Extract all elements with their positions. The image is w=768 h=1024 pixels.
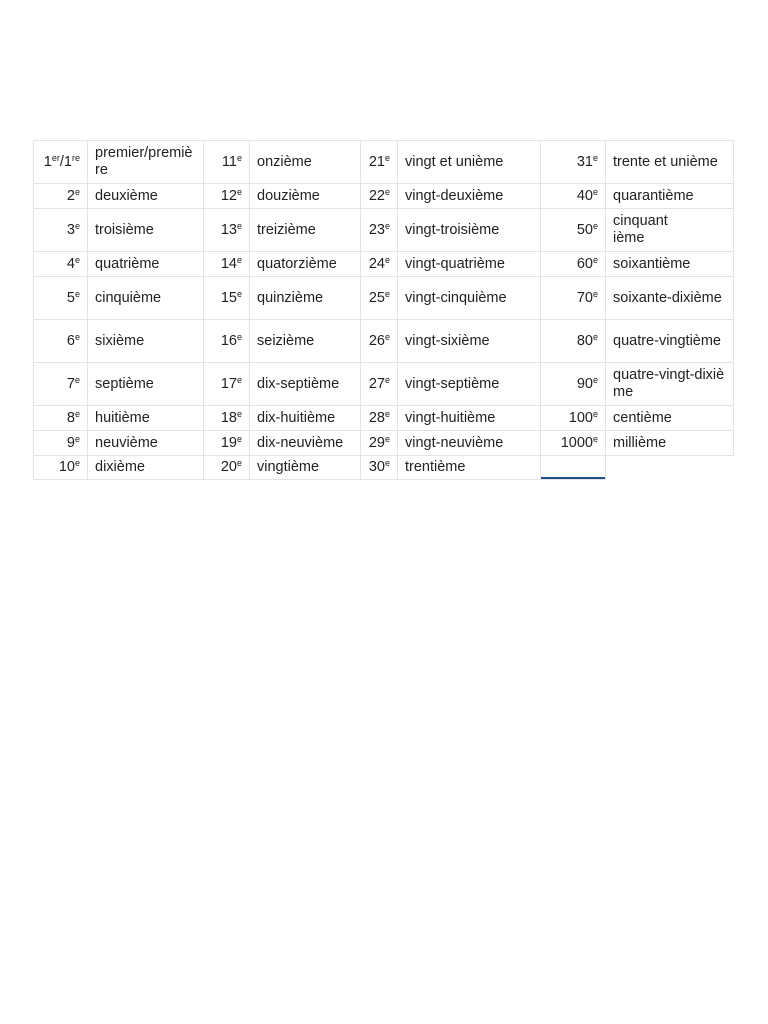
ordinal-number-cell[interactable]	[34, 277, 88, 320]
ordinal-number-cell[interactable]	[361, 320, 398, 363]
ordinal-suffix: e	[74, 220, 80, 231]
ordinal-suffix: e	[74, 408, 80, 419]
ordinal-number: 22	[368, 187, 385, 204]
ordinal-word-cell[interactable]	[88, 320, 204, 363]
ordinal-number-cell[interactable]	[541, 184, 606, 209]
ordinal-suffix: e	[384, 152, 390, 163]
ordinal-word: centième	[613, 409, 672, 426]
ordinal-suffix: e	[236, 408, 242, 419]
table-row	[34, 184, 734, 209]
ordinal-word-cell[interactable]	[606, 277, 734, 320]
ordinal-word-cell[interactable]	[606, 184, 734, 209]
ordinal-word: premier/première	[95, 145, 193, 178]
ordinal-suffix: e	[592, 433, 598, 444]
ordinal-suffix: e	[384, 374, 390, 385]
ordinal-number-cell[interactable]	[541, 406, 606, 431]
ordinal-word: deuxième	[95, 187, 158, 204]
ordinal-number-cell[interactable]	[361, 252, 398, 277]
ordinal-word: quatrième	[95, 255, 160, 272]
ordinal-number: 90	[576, 375, 593, 392]
ordinal-word-cell[interactable]	[88, 456, 204, 480]
ordinal-word: dix-neuvième	[257, 434, 344, 451]
ordinal-word: soixante-dixième	[613, 289, 722, 306]
ordinal-number-cell[interactable]	[204, 141, 250, 184]
ordinal-number: 70	[576, 289, 593, 306]
ordinal-word: quatorzième	[257, 255, 337, 272]
ordinal-word: quatre-vingtième	[613, 332, 721, 349]
ordinal-word-cell[interactable]	[88, 431, 204, 456]
ordinal-number-cell[interactable]	[541, 252, 606, 277]
ordinals-table	[33, 140, 734, 480]
ordinal-suffix: e	[74, 331, 80, 342]
ordinal-word-cell[interactable]	[250, 431, 361, 456]
table-row	[34, 363, 734, 406]
ordinal-number: 13	[220, 221, 237, 238]
ordinal-word: dix-septième	[257, 375, 340, 392]
ordinal-suffix: e	[592, 186, 598, 197]
ordinal-word: vingt-sixième	[405, 332, 490, 349]
ordinal-word: huitième	[95, 409, 150, 426]
ordinal-number-cell[interactable]	[34, 456, 88, 480]
ordinal-number: 7	[66, 375, 75, 392]
ordinal-suffix: e	[384, 186, 390, 197]
ordinal-number-cell[interactable]	[361, 431, 398, 456]
ordinal-number-cell[interactable]	[34, 252, 88, 277]
ordinal-number-cell[interactable]	[204, 431, 250, 456]
ordinal-word: vingt-huitième	[405, 409, 496, 426]
ordinal-number: 20	[220, 459, 237, 475]
ordinal-number-cell[interactable]	[541, 141, 606, 184]
ordinal-suffix: e	[592, 152, 598, 163]
ordinal-word: vingt-quatrième	[405, 255, 505, 272]
ordinal-number: 31	[576, 153, 593, 170]
ordinal-suffix: e	[236, 331, 242, 342]
ordinal-number-cell[interactable]	[361, 209, 398, 252]
ordinal-word-cell[interactable]	[88, 406, 204, 431]
ordinal-word-cell[interactable]	[398, 141, 541, 184]
ordinal-word: septième	[95, 375, 154, 392]
ordinal-word: cinquième	[95, 289, 162, 306]
ordinal-suffix: e	[592, 288, 598, 299]
ordinal-word-cell[interactable]	[250, 406, 361, 431]
ordinal-suffix: e	[592, 254, 598, 265]
ordinal-word-cell[interactable]	[398, 277, 541, 320]
ordinal-word-cell[interactable]	[398, 252, 541, 277]
selected-empty-cell[interactable]	[541, 456, 606, 480]
ordinal-number-cell[interactable]	[361, 456, 398, 480]
ordinal-suffix: e	[384, 331, 390, 342]
ordinal-separator: /	[59, 153, 64, 170]
ordinal-number: 28	[368, 409, 385, 426]
ordinal-word: cinquantième	[613, 213, 668, 246]
ordinal-word-cell[interactable]	[88, 252, 204, 277]
ordinal-word-cell[interactable]	[88, 184, 204, 209]
ordinal-number-cell[interactable]	[34, 209, 88, 252]
ordinal-number: 4	[66, 255, 75, 272]
ordinal-number: 15	[220, 289, 237, 306]
ordinal-suffix: e	[236, 254, 242, 265]
ordinal-number-cell[interactable]	[204, 184, 250, 209]
ordinal-number-cell[interactable]	[361, 277, 398, 320]
ordinal-word-cell[interactable]	[606, 320, 734, 363]
ordinal-word: neuvième	[95, 434, 158, 451]
ordinal-number-cell[interactable]	[34, 141, 88, 184]
ordinal-word-cell[interactable]	[398, 363, 541, 406]
ordinal-number-cell[interactable]	[541, 209, 606, 252]
table-row	[34, 209, 734, 252]
table-row	[34, 406, 734, 431]
ordinal-number: 17	[220, 375, 237, 392]
ordinal-number: 1000	[560, 434, 593, 451]
ordinal-suffix: er	[51, 152, 60, 163]
ordinal-number: 1	[43, 153, 52, 170]
ordinal-word-cell[interactable]	[398, 431, 541, 456]
ordinal-word-cell[interactable]	[398, 406, 541, 431]
ordinal-word-cell[interactable]	[88, 141, 204, 184]
ordinal-number: 19	[220, 434, 237, 451]
ordinal-word: vingtième	[257, 459, 320, 475]
ordinal-word-cell[interactable]	[606, 252, 734, 277]
ordinal-number: 80	[576, 332, 593, 349]
ordinal-number-cell[interactable]	[204, 363, 250, 406]
ordinal-number: 11	[221, 153, 237, 170]
ordinal-number: 9	[66, 434, 75, 451]
ordinal-number: 3	[66, 221, 75, 238]
ordinal-word-cell[interactable]	[606, 431, 734, 456]
ordinal-word: sixième	[95, 332, 145, 349]
ordinal-suffix: e	[592, 220, 598, 231]
ordinal-number-cell[interactable]	[204, 320, 250, 363]
ordinal-suffix: e	[592, 408, 598, 419]
ordinal-number: 50	[576, 221, 593, 238]
ordinal-suffix: e	[236, 220, 242, 231]
ordinal-number: 8	[66, 409, 75, 426]
ordinal-number-cell[interactable]	[204, 252, 250, 277]
ordinal-word-cell[interactable]	[606, 363, 734, 406]
ordinal-word-cell[interactable]	[398, 184, 541, 209]
ordinal-number: 60	[576, 255, 593, 272]
ordinal-number: 16	[220, 332, 237, 349]
ordinal-suffix: e	[592, 331, 598, 342]
ordinal-number-cell[interactable]	[204, 277, 250, 320]
ordinal-number: 40	[576, 187, 593, 204]
ordinal-number: 100	[568, 409, 593, 426]
ordinal-number-cell[interactable]	[541, 320, 606, 363]
ordinal-suffix: e	[592, 374, 598, 385]
ordinal-number: 2	[66, 187, 75, 204]
ordinal-word-cell[interactable]	[250, 252, 361, 277]
ordinal-suffix: e	[236, 458, 242, 468]
ordinal-suffix: e	[74, 458, 80, 468]
ordinal-word-cell[interactable]	[398, 320, 541, 363]
ordinal-suffix: e	[236, 288, 242, 299]
table-row	[34, 320, 734, 363]
ordinal-word: douzième	[257, 187, 320, 204]
ordinal-number: 26	[368, 332, 385, 349]
ordinal-suffix: e	[74, 374, 80, 385]
ordinal-word: quinzième	[257, 289, 324, 306]
ordinal-number-cell[interactable]	[361, 184, 398, 209]
ordinal-word-cell[interactable]	[398, 456, 541, 480]
ordinal-suffix: e	[74, 254, 80, 265]
ordinal-number-cell[interactable]	[204, 209, 250, 252]
ordinal-suffix: e	[384, 288, 390, 299]
ordinal-number-cell[interactable]	[541, 363, 606, 406]
empty-cell[interactable]	[606, 456, 734, 480]
ordinal-word-cell[interactable]	[606, 406, 734, 431]
ordinal-number-feminine: 1	[63, 153, 72, 170]
ordinal-word-cell[interactable]	[250, 277, 361, 320]
ordinal-number-cell[interactable]	[361, 406, 398, 431]
ordinal-word-cell[interactable]	[88, 209, 204, 252]
ordinal-word: vingt et unième	[405, 153, 504, 170]
cell-selection-indicator	[541, 456, 606, 480]
ordinal-word: dixième	[95, 459, 145, 475]
ordinal-word: trentième	[405, 459, 466, 475]
ordinal-suffix: e	[236, 186, 242, 197]
ordinal-word: trente et unième	[613, 153, 718, 170]
ordinal-number: 10	[58, 459, 75, 475]
ordinal-number-cell[interactable]	[541, 431, 606, 456]
table-row	[34, 252, 734, 277]
ordinal-number: 25	[368, 289, 385, 306]
table-row	[34, 456, 734, 480]
ordinal-word: vingt-septième	[405, 375, 500, 392]
ordinal-word-cell[interactable]	[606, 141, 734, 184]
ordinal-suffix: e	[236, 433, 242, 444]
ordinal-suffix: e	[74, 433, 80, 444]
ordinal-number: 29	[368, 434, 385, 451]
ordinal-suffix: e	[384, 254, 390, 265]
table-body	[34, 141, 734, 480]
ordinal-number-cell[interactable]	[34, 406, 88, 431]
ordinal-word: troisième	[95, 221, 154, 238]
table-row	[34, 431, 734, 456]
ordinal-suffix-feminine: re	[71, 152, 80, 163]
ordinal-suffix: e	[74, 288, 80, 299]
ordinal-suffix: e	[74, 186, 80, 197]
ordinal-word: vingt-deuxième	[405, 187, 504, 204]
table-row	[34, 277, 734, 320]
ordinal-word-cell[interactable]	[250, 456, 361, 480]
ordinal-word: millième	[613, 434, 667, 451]
ordinal-word-cell[interactable]	[250, 209, 361, 252]
table-row	[34, 141, 734, 184]
ordinal-number: 5	[66, 289, 75, 306]
ordinal-number: 14	[220, 255, 237, 272]
ordinal-number-cell[interactable]	[204, 456, 250, 480]
ordinal-number-cell[interactable]	[204, 406, 250, 431]
ordinal-word: seizième	[257, 332, 315, 349]
ordinal-word-cell[interactable]	[250, 141, 361, 184]
ordinal-number: 12	[220, 187, 237, 204]
ordinal-number-cell[interactable]	[34, 431, 88, 456]
ordinal-word: soixantième	[613, 255, 691, 272]
ordinal-word: treizième	[257, 221, 316, 238]
ordinal-number: 21	[368, 153, 385, 170]
ordinal-word-cell[interactable]	[398, 209, 541, 252]
ordinal-number-cell[interactable]	[361, 141, 398, 184]
ordinal-suffix: e	[384, 220, 390, 231]
ordinal-number: 24	[368, 255, 385, 272]
ordinal-word: dix-huitième	[257, 409, 336, 426]
ordinal-word: onzième	[257, 153, 312, 170]
ordinal-number-cell[interactable]	[34, 363, 88, 406]
ordinal-number: 18	[220, 409, 237, 426]
ordinal-word: vingt-troisième	[405, 221, 500, 238]
ordinal-suffix: e	[384, 433, 390, 444]
ordinal-suffix: e	[236, 152, 242, 163]
ordinal-number-cell[interactable]	[361, 363, 398, 406]
ordinal-suffix: e	[236, 374, 242, 385]
ordinal-word-cell[interactable]	[250, 363, 361, 406]
ordinal-suffix: e	[384, 408, 390, 419]
ordinal-word-cell[interactable]	[250, 184, 361, 209]
ordinal-word: vingt-cinquième	[405, 289, 507, 306]
ordinal-number: 27	[368, 375, 385, 392]
ordinal-number-cell[interactable]	[34, 184, 88, 209]
ordinal-number: 23	[368, 221, 385, 238]
ordinal-word: quatre-vingt-dixième	[613, 367, 725, 400]
ordinal-word: vingt-neuvième	[405, 434, 504, 451]
ordinal-word: quarantième	[613, 187, 694, 204]
ordinal-word-cell[interactable]	[88, 363, 204, 406]
ordinal-number: 30	[368, 459, 385, 475]
ordinal-word-cell[interactable]	[88, 277, 204, 320]
ordinal-number-cell[interactable]	[34, 320, 88, 363]
ordinal-word-cell[interactable]	[606, 209, 734, 252]
ordinal-suffix: e	[384, 458, 390, 468]
ordinal-word-cell[interactable]	[250, 320, 361, 363]
ordinal-number: 6	[66, 332, 75, 349]
ordinal-number-cell[interactable]	[541, 277, 606, 320]
